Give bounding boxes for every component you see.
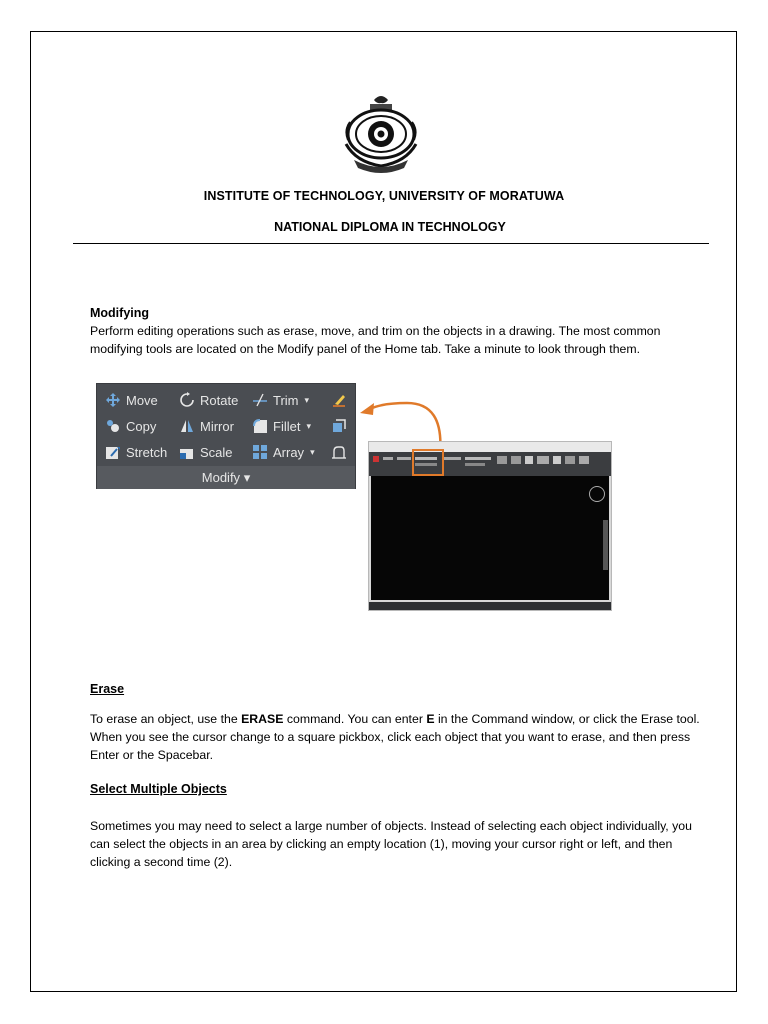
copy-icon [105,418,121,434]
erase-shortcut-key: E [426,712,435,726]
chevron-down-icon[interactable]: ▾ [304,394,310,405]
tool-label: Move [126,392,158,408]
trim-icon [252,392,268,408]
tool-label: Stretch [126,444,168,460]
scale-tool[interactable] [179,442,233,462]
tool-label: Mirror [200,418,234,434]
viewcube-icon [589,486,605,502]
trim-tool[interactable] [252,390,309,410]
tool-label: Copy [126,418,157,434]
mirror-tool[interactable] [179,416,234,436]
copy-tool[interactable] [105,416,156,436]
offset-icon[interactable] [331,444,347,460]
erase-text-1: To erase an object, use the [90,712,242,726]
modify-panel-highlight [412,449,444,476]
app-status-bar [369,602,611,611]
fillet-tool[interactable] [252,416,311,436]
navigation-bar [603,520,608,570]
erase-text-3: in the Command window, or click the Erase tool. When you see the cursor change to a square pickbox, click each object that you want to erase, and then press Enter or the Spacebar. [90,712,700,762]
fillet-icon [252,418,268,434]
app-title-bar [369,442,611,452]
erase-text-2: command. You can enter [283,712,427,726]
array-tool[interactable] [252,442,315,462]
institute-heading: INSTITUTE OF TECHNOLOGY, UNIVERSITY OF MORATUWA [203,189,565,203]
modify-panel-footer[interactable] [97,466,355,489]
rotate-icon [179,392,195,408]
app-ribbon [369,452,611,476]
erase-icon[interactable] [331,392,347,408]
select-multiple-paragraph: Sometimes you may need to select a large number of objects. Instead of selecting each object individually, you can select the objects in an area by clicking an empty location (1), moving your cursor right or left, and then clicking a second time (2). [90,819,692,869]
panel-footer-label: Modify [201,470,241,485]
chevron-down-icon[interactable]: ▾ [306,420,311,431]
tool-label: Trim [273,392,299,408]
rotate-tool[interactable] [179,390,238,410]
tool-label: Rotate [200,392,239,408]
section-title-erase: Erase [90,682,125,696]
header-divider [73,243,709,244]
drawing-canvas [371,476,609,600]
explode-icon[interactable] [331,418,347,434]
tool-label: Scale [200,444,233,460]
section-title-select-multiple: Select Multiple Objects [90,782,227,796]
stretch-icon [105,444,121,460]
modify-panel [96,383,356,489]
university-crest-icon [340,92,422,178]
modifying-paragraph: Perform editing operations such as erase, move, and trim on the objects in a drawing. The most common modifying tools are located on the Modify panel of the Home tab. Take a minute to look through them. [90,324,661,356]
chevron-down-icon[interactable]: ▾ [310,446,315,457]
ribbon-icons [369,452,612,476]
erase-command: ERASE [241,712,284,726]
erase-paragraph [90,710,700,764]
stretch-tool[interactable] [105,442,167,462]
programme-heading: NATIONAL DIPLOMA IN TECHNOLOGY [274,220,506,234]
section-title-modifying: Modifying [90,306,150,320]
array-icon [252,444,268,460]
tool-label: Fillet [273,418,301,434]
move-icon [105,392,121,408]
chevron-down-icon: ▾ [243,470,251,485]
move-tool[interactable] [105,390,158,410]
autocad-window-screenshot [368,441,612,611]
mirror-icon [179,418,195,434]
scale-icon [179,444,195,460]
tool-label: Array [273,444,305,460]
